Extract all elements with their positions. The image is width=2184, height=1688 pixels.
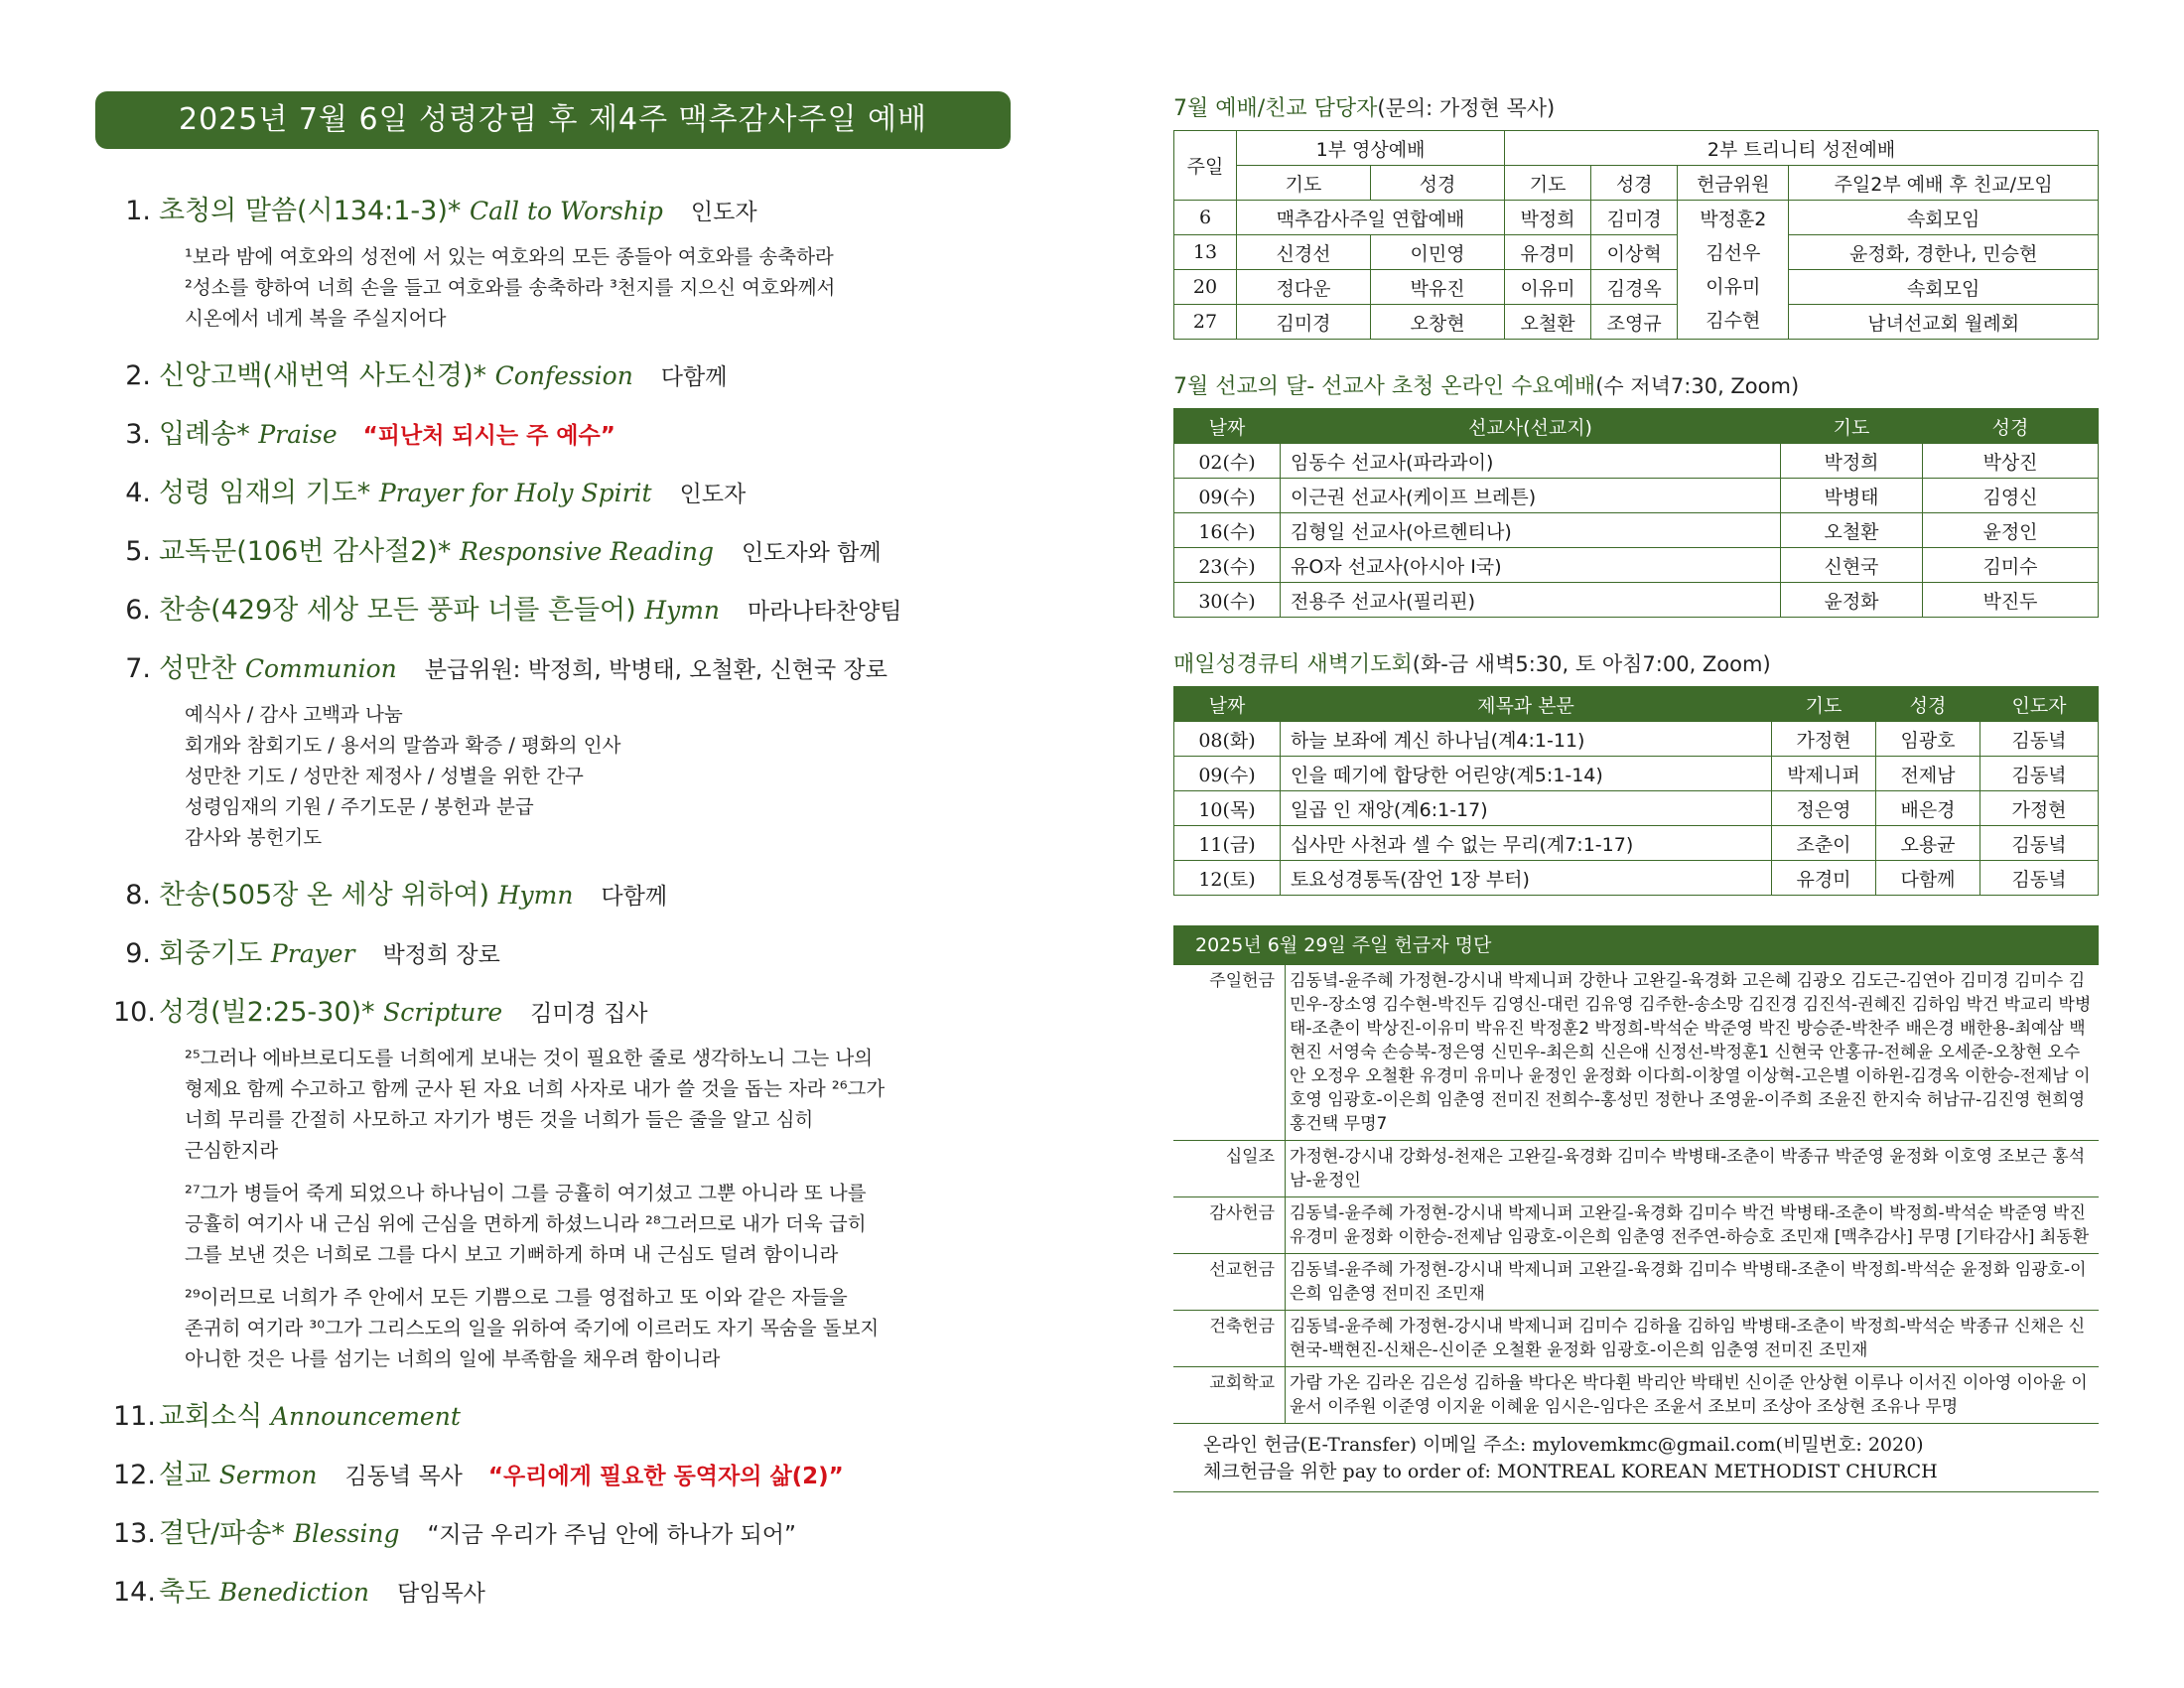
donor-section — [1173, 925, 2099, 1492]
item-number: 10. — [113, 997, 156, 1028]
item-number: 14. — [113, 1577, 156, 1608]
communion-line: 예식사 / 감사 고백과 나눔 — [185, 703, 403, 726]
communion-line: 감사와 봉헌기도 — [185, 826, 323, 849]
item-title: 신앙고백(새번역 사도신경)* — [159, 360, 487, 391]
duty-title — [1173, 91, 2099, 122]
duty-week: 6 — [1174, 201, 1237, 235]
item-title: 설교 — [159, 1460, 211, 1490]
duty-second-bible: 조영규 — [1591, 305, 1678, 340]
donor-row — [1173, 1141, 2099, 1197]
item-leader: 김동녘 목사 — [344, 1464, 463, 1489]
item-number: 3. — [125, 419, 151, 450]
item-number: 9. — [125, 938, 151, 969]
item-title: 교회소식 — [159, 1401, 263, 1432]
item-english: Sermon — [218, 1461, 318, 1489]
call-to-worship-text — [185, 241, 1011, 334]
qt-date: 12(토) — [1174, 861, 1281, 896]
qt-date: 11(금) — [1174, 826, 1281, 861]
qt-leader: 김동녘 — [1980, 722, 2099, 757]
qt-bible: 오용균 — [1876, 826, 1980, 861]
qt-prayer: 가정현 — [1772, 722, 1876, 757]
communion-line: 회개와 참회기도 / 용서의 말씀과 확증 / 평화의 인사 — [185, 734, 621, 757]
item-english: Blessing — [293, 1519, 400, 1548]
mission-missionary: 김형일 선교사(아르헨티나) — [1281, 513, 1781, 548]
duty-second-bible: 김경옥 — [1591, 270, 1678, 305]
donor-title: 2025년 6월 29일 주일 헌금자 명단 — [1173, 925, 2099, 965]
scripture-line: ²성소를 향하여 너희 손을 들고 여호와를 송축하라 ³천지를 지으신 여호와께서 — [185, 276, 836, 299]
item-leader: 다함께 — [660, 364, 728, 390]
qt-row — [1174, 791, 2099, 826]
item-title: 찬송(505장 온 세상 위하여) — [159, 880, 490, 911]
item-leader: 분급위원: 박정희, 박병태, 오철환, 신현국 장로 — [424, 657, 887, 683]
item-english: Prayer — [270, 939, 355, 968]
offering-member: 이유미 — [1706, 275, 1761, 298]
item-number: 8. — [125, 880, 151, 911]
duty-row — [1174, 235, 2099, 270]
announcements-column — [1173, 91, 2099, 1492]
item-english: Prayer for Holy Spirit — [378, 479, 652, 507]
donor-row — [1173, 1311, 2099, 1367]
donation-info — [1173, 1424, 2099, 1492]
mission-row — [1174, 513, 2099, 548]
scripture-line: 존귀히 여기라 ³⁰그가 그리스도의 일을 위하여 죽기에 이르러도 자기 목숨을 돌보지 — [185, 1317, 880, 1339]
qt-passage: 일곱 인 재앙(계6:1-17) — [1281, 791, 1772, 826]
donor-category: 감사헌금 — [1173, 1197, 1286, 1254]
donor-category: 주일헌금 — [1173, 965, 1286, 1141]
mission-row — [1174, 479, 2099, 513]
qt-row — [1174, 757, 2099, 791]
mission-title-note: (수 저녁7:30, Zoom) — [1595, 374, 1800, 398]
item-leader: 마라나타찬양팀 — [748, 599, 902, 625]
duty-fellowship: 속회모임 — [1789, 270, 2099, 305]
item-leader: 인도자와 함께 — [741, 540, 882, 566]
mission-bible: 박상진 — [1923, 444, 2099, 479]
col-offering: 헌금위원 — [1678, 166, 1789, 201]
item-english: Hymn — [644, 596, 720, 625]
donor-names: 김동녘-윤주혜 가정현-강시내 박제니퍼 고완길-육경화 김미수 박건 박병태-조춘이 박정희-박석순 박준영 박진 유경미 윤정화 이한승-전제남 임광호-이은희 임춘영 전주연-하승호 조민재 [맥추감사] 무명 [기타감사] 최동환 — [1286, 1197, 2100, 1254]
donor-row — [1173, 965, 2099, 1141]
offering-member: 김선우 — [1706, 241, 1761, 264]
mission-row — [1174, 548, 2099, 583]
mission-prayer: 박정희 — [1781, 444, 1923, 479]
worship-item — [113, 1453, 1011, 1491]
scripture-line: 시온에서 네게 복을 주실지어다 — [185, 307, 447, 330]
scripture-line: ²⁹이러므로 너희가 주 안에서 모든 기쁨으로 그를 영접하고 또 이와 같은 자들을 — [185, 1286, 848, 1309]
item-title: 교독문(106번 감사절2)* — [159, 536, 452, 567]
worship-item — [113, 353, 1011, 392]
item-number: 5. — [125, 536, 151, 567]
scripture-paragraph — [185, 1282, 1011, 1374]
donor-names: 가정현-강시내 강화성-천재은 고완길-육경화 김미수 박병태-조춘이 박종규 박준영 윤정화 이호영 조보근 홍석남-윤정인 — [1286, 1141, 2100, 1197]
duty-second-prayer: 이유미 — [1505, 270, 1591, 305]
qt-col-bible: 성경 — [1876, 687, 1980, 722]
scripture-line: 그를 보낸 것은 너희로 그를 다시 보고 기뻐하게 하며 내 근심도 덜려 함이니라 — [185, 1243, 839, 1266]
item-number: 12. — [113, 1460, 156, 1490]
mission-title — [1173, 369, 2099, 400]
col-prayer-2: 기도 — [1505, 166, 1591, 201]
qt-row — [1174, 722, 2099, 757]
item-english: Call to Worship — [469, 197, 663, 225]
scripture-line: ²⁷그가 병들어 죽게 되었으나 하나님이 그를 긍휼히 여기셨고 그뿐 아니라 또 나를 — [185, 1182, 867, 1204]
item-number: 13. — [113, 1518, 156, 1549]
qt-passage: 토요성경통독(잠언 1장 부터) — [1281, 861, 1772, 896]
duty-table — [1173, 130, 2099, 340]
duty-fellowship: 속회모임 — [1789, 201, 2099, 235]
qt-passage: 인을 떼기에 합당한 어린양(계5:1-14) — [1281, 757, 1772, 791]
donor-category: 건축헌금 — [1173, 1311, 1286, 1367]
mission-date: 16(수) — [1174, 513, 1281, 548]
qt-col-date: 날짜 — [1174, 687, 1281, 722]
item-leader: 인도자 — [690, 200, 757, 225]
worship-item — [113, 1570, 1011, 1609]
qt-leader: 김동녘 — [1980, 757, 2099, 791]
col-prayer-1: 기도 — [1237, 166, 1371, 201]
item-english: Responsive Reading — [460, 537, 714, 566]
duty-row — [1174, 201, 2099, 235]
qt-date: 09(수) — [1174, 757, 1281, 791]
mission-date: 09(수) — [1174, 479, 1281, 513]
qt-prayer: 조춘이 — [1772, 826, 1876, 861]
offering-member: 김수현 — [1706, 309, 1761, 332]
donor-row — [1173, 1367, 2099, 1424]
item-leader: 담임목사 — [397, 1581, 485, 1607]
col-first-service: 1부 영상예배 — [1237, 131, 1505, 166]
scripture-line: ¹보라 밤에 여호와의 성전에 서 있는 여호와의 모든 종들아 여호와를 송축하라 — [185, 245, 834, 268]
mission-bible: 박진두 — [1923, 583, 2099, 618]
col-fellowship: 주일2부 예배 후 친교/모임 — [1789, 166, 2099, 201]
mission-row — [1174, 444, 2099, 479]
item-number: 7. — [125, 653, 151, 684]
mission-prayer: 윤정화 — [1781, 583, 1923, 618]
item-english: Benediction — [218, 1578, 370, 1607]
item-leader: 다함께 — [601, 884, 668, 910]
qt-col-title: 제목과 본문 — [1281, 687, 1772, 722]
mission-col-bible: 성경 — [1923, 409, 2099, 444]
duty-title-note: (문의: 가정현 목사) — [1377, 96, 1556, 120]
donor-names: 김동녘-윤주혜 가정현-강시내 박제니퍼 고완길-육경화 김미수 박병태-조춘이 박정희-박석순 윤정화 임광호-이은희 임춘영 전미진 조민재 — [1286, 1254, 2100, 1311]
duty-title-text: 7월 예배/친교 담당자 — [1173, 96, 1378, 121]
donor-names: 가람 가온 김라온 김은성 김하율 박다온 박다휜 박리안 박태빈 신이준 안상현 이루나 이서진 이아영 이아윤 이윤서 이주원 이준영 이지윤 이혜윤 임시은-임다은 조윤서 조보미 조상아 조상현 조유나 무명 — [1286, 1367, 2100, 1424]
qt-title-text: 매일성경큐티 새벽기도회 — [1173, 652, 1413, 677]
qt-bible: 전제남 — [1876, 757, 1980, 791]
mission-col-missionary: 선교사(선교지) — [1281, 409, 1781, 444]
item-title: 성령 임재의 기도* — [159, 478, 371, 508]
donor-row — [1173, 1254, 2099, 1311]
duty-second-prayer: 오철환 — [1505, 305, 1591, 340]
duty-first-prayer: 정다운 — [1237, 270, 1371, 305]
mission-prayer: 박병태 — [1781, 479, 1923, 513]
duty-second-bible: 김미경 — [1591, 201, 1678, 235]
item-number: 11. — [113, 1401, 156, 1432]
duty-second-prayer: 박정희 — [1505, 201, 1591, 235]
worship-item — [113, 412, 1011, 451]
mission-title-text: 7월 선교의 달- 선교사 초청 온라인 수요예배 — [1173, 374, 1596, 399]
etransfer-info: 온라인 헌금(E-Transfer) 이메일 주소: mylovemkmc@gmail.com(비밀번호: 2020) — [1203, 1434, 1924, 1456]
duty-first-prayer: 김미경 — [1237, 305, 1371, 340]
duty-second-prayer: 유경미 — [1505, 235, 1591, 270]
mission-prayer: 오철환 — [1781, 513, 1923, 548]
worship-item — [113, 529, 1011, 568]
qt-leader: 김동녘 — [1980, 826, 2099, 861]
scripture-line: 너희 무리를 간절히 사모하고 자기가 병든 것을 너희가 들은 줄을 알고 심히 — [185, 1108, 814, 1131]
cheque-info: 체크헌금을 위한 pay to order of: MONTREAL KOREAN METHODIST CHURCH — [1203, 1461, 1938, 1482]
duty-first-prayer: 신경선 — [1237, 235, 1371, 270]
scripture-line: 근심한지라 — [185, 1139, 279, 1162]
worship-item — [113, 1511, 1011, 1550]
worship-item — [113, 588, 1011, 627]
qt-row — [1174, 826, 2099, 861]
donor-names: 김동녘-윤주혜 가정현-강시내 박제니퍼 김미수 김하율 김하임 박병태-조춘이 박정희-박석순 박종규 신채은 신현국-백현진-신채은-신이준 오철환 윤정화 임광호-이은희 임춘영 전미진 조민재 — [1286, 1311, 2100, 1367]
mission-bible: 윤정인 — [1923, 513, 2099, 548]
worship-item — [113, 990, 1011, 1029]
worship-items — [113, 189, 1011, 1609]
scripture-line: 긍휼히 여기사 내 근심 위에 근심을 면하게 하셨느니라 ²⁸그러므로 내가 더욱 급히 — [185, 1212, 867, 1235]
communion-order — [185, 699, 1011, 853]
duty-first-prayer: 맥추감사주일 연합예배 — [1237, 201, 1505, 235]
item-title: 입례송* — [159, 419, 250, 450]
qt-date: 10(목) — [1174, 791, 1281, 826]
qt-prayer: 박제니퍼 — [1772, 757, 1876, 791]
mission-missionary: 유O자 선교사(아시아 I국) — [1281, 548, 1781, 583]
worship-item — [113, 189, 1011, 227]
item-english: Announcement — [270, 1402, 461, 1431]
qt-table — [1173, 686, 2099, 896]
qt-title-note: (화-금 새벽5:30, 토 아침7:00, Zoom) — [1412, 652, 1771, 676]
col-week: 주일 — [1174, 131, 1237, 201]
mission-missionary: 이근권 선교사(케이프 브레튼) — [1281, 479, 1781, 513]
mission-col-date: 날짜 — [1174, 409, 1281, 444]
worship-item — [113, 931, 1011, 970]
item-english: Hymn — [497, 881, 574, 910]
mission-missionary: 임동수 선교사(파라과이) — [1281, 444, 1781, 479]
duty-second-bible: 이상혁 — [1591, 235, 1678, 270]
qt-passage: 십사만 사천과 셀 수 없는 무리(계7:1-17) — [1281, 826, 1772, 861]
order-of-worship — [95, 91, 1011, 1628]
col-bible-2: 성경 — [1591, 166, 1678, 201]
item-english: Confession — [494, 361, 633, 390]
mission-date: 23(수) — [1174, 548, 1281, 583]
duty-week: 13 — [1174, 235, 1237, 270]
offering-member: 박정훈2 — [1700, 208, 1767, 230]
duty-first-bible: 이민영 — [1371, 235, 1505, 270]
item-title: 초청의 말씀(시134:1-3)* — [159, 196, 462, 226]
duty-week: 27 — [1174, 305, 1237, 340]
donor-category: 십일조 — [1173, 1141, 1286, 1197]
item-number: 6. — [125, 595, 151, 626]
donor-category: 선교헌금 — [1173, 1254, 1286, 1311]
item-title: 회중기도 — [159, 938, 263, 969]
item-english: Praise — [258, 420, 338, 449]
item-leader: 박정희 장로 — [382, 942, 500, 968]
communion-line: 성령임재의 기원 / 주기도문 / 봉헌과 분급 — [185, 795, 534, 818]
qt-bible: 배은경 — [1876, 791, 1980, 826]
duty-first-bible: 박유진 — [1371, 270, 1505, 305]
qt-date: 08(화) — [1174, 722, 1281, 757]
communion-line: 성만찬 기도 / 성만찬 제정사 / 성별을 위한 간구 — [185, 765, 584, 787]
col-bible-1: 성경 — [1371, 166, 1505, 201]
item-title: 성만찬 — [159, 653, 237, 684]
mission-bible: 김영신 — [1923, 479, 2099, 513]
duty-offering — [1678, 201, 1789, 340]
service-title-banner: 2025년 7월 6일 성령강림 후 제4주 맥추감사주일 예배 — [95, 91, 1011, 149]
qt-leader: 가정현 — [1980, 791, 2099, 826]
item-title: 성경(빌2:25-30)* — [159, 997, 375, 1028]
scripture-text — [185, 1043, 1011, 1374]
item-title: 결단/파송* — [159, 1518, 285, 1549]
mission-table — [1173, 408, 2099, 618]
qt-prayer: 정은영 — [1772, 791, 1876, 826]
col-second-service: 2부 트리니티 성전예배 — [1505, 131, 2099, 166]
mission-row — [1174, 583, 2099, 618]
donor-row — [1173, 1197, 2099, 1254]
duty-row — [1174, 305, 2099, 340]
donor-category: 교회학교 — [1173, 1367, 1286, 1424]
qt-col-prayer: 기도 — [1772, 687, 1876, 722]
duty-week: 20 — [1174, 270, 1237, 305]
item-number: 2. — [125, 360, 151, 391]
qt-passage: 하늘 보좌에 계신 하나님(계4:1-11) — [1281, 722, 1772, 757]
item-leader: 김미경 집사 — [530, 1001, 648, 1027]
worship-item — [113, 646, 1011, 685]
duty-fellowship: 남녀선교회 월례회 — [1789, 305, 2099, 340]
qt-row — [1174, 861, 2099, 896]
item-leader: “지금 우리가 주님 안에 하나가 되어” — [427, 1522, 796, 1548]
item-number: 4. — [125, 478, 151, 508]
scripture-paragraph — [185, 1178, 1011, 1270]
duty-first-bible: 오창현 — [1371, 305, 1505, 340]
item-number: 1. — [125, 196, 151, 226]
mission-missionary: 전용주 선교사(필리핀) — [1281, 583, 1781, 618]
worship-item — [113, 1394, 1011, 1433]
mission-prayer: 신현국 — [1781, 548, 1923, 583]
qt-col-leader: 인도자 — [1980, 687, 2099, 722]
duty-row — [1174, 270, 2099, 305]
item-highlight: “피난처 되시는 주 예수” — [362, 423, 615, 449]
scripture-paragraph — [185, 1043, 1011, 1166]
worship-item — [113, 471, 1011, 509]
worship-item — [113, 873, 1011, 912]
item-english: Communion — [244, 654, 397, 683]
scripture-line: 아니한 것은 나를 섬기는 너희의 일에 부족함을 채우려 함이니라 — [185, 1347, 721, 1370]
donor-table — [1173, 965, 2099, 1424]
mission-col-prayer: 기도 — [1781, 409, 1923, 444]
item-title: 찬송(429장 세상 모든 풍파 너를 흔들어) — [159, 595, 636, 626]
item-leader: 인도자 — [679, 482, 747, 507]
qt-prayer: 유경미 — [1772, 861, 1876, 896]
mission-date: 02(수) — [1174, 444, 1281, 479]
mission-date: 30(수) — [1174, 583, 1281, 618]
duty-fellowship: 윤정화, 경한나, 민승현 — [1789, 235, 2099, 270]
donor-names: 김동녘-윤주혜 가정현-강시내 박제니퍼 강한나 고완길-육경화 고은혜 김광오 김도근-김연아 김미경 김미수 김민우-장소영 김수현-박진두 김영신-대런 김유영 김주한-송소망 김진경 김진석-권혜진 김하임 박건 박교리 박병태-조춘이 박상진-이유미 박유진 박정훈2 박정희-박석순 박준영 박진 방승준-박찬주 배은경 배한용-최예삼 백현진 서영숙 손승북-정은영 신민우-최은희 신은애 신정선-박정훈1 신현국 안홍규-전혜윤 오세준-오창현 오수안 오정우 오철환 유경미 유미나 윤정인 윤정화 이다희-이창열 이상혁-고은별 이하윈-김경옥 이한승-전제남 이호영 임광호-이은희 임춘영 전미진 전희수-홍성민 정한나 조영윤-이주희 조윤진 한지숙 허남규-김진영 현희영 홍건택 무명7 — [1286, 965, 2100, 1141]
item-title: 축도 — [159, 1577, 211, 1608]
item-english: Scripture — [383, 998, 503, 1027]
mission-bible: 김미수 — [1923, 548, 2099, 583]
scripture-line: 형제요 함께 수고하고 함께 군사 된 자요 너희 사자로 내가 쓸 것을 돕는 자라 ²⁶그가 — [185, 1077, 886, 1100]
qt-bible: 임광호 — [1876, 722, 1980, 757]
qt-title — [1173, 647, 2099, 678]
scripture-line: ²⁵그러나 에바브로디도를 너희에게 보내는 것이 필요한 줄로 생각하노니 그는 나의 — [185, 1047, 874, 1069]
qt-bible: 다함께 — [1876, 861, 1980, 896]
item-highlight: “우리에게 필요한 동역자의 삶(2)” — [487, 1464, 844, 1489]
qt-leader: 김동녘 — [1980, 861, 2099, 896]
